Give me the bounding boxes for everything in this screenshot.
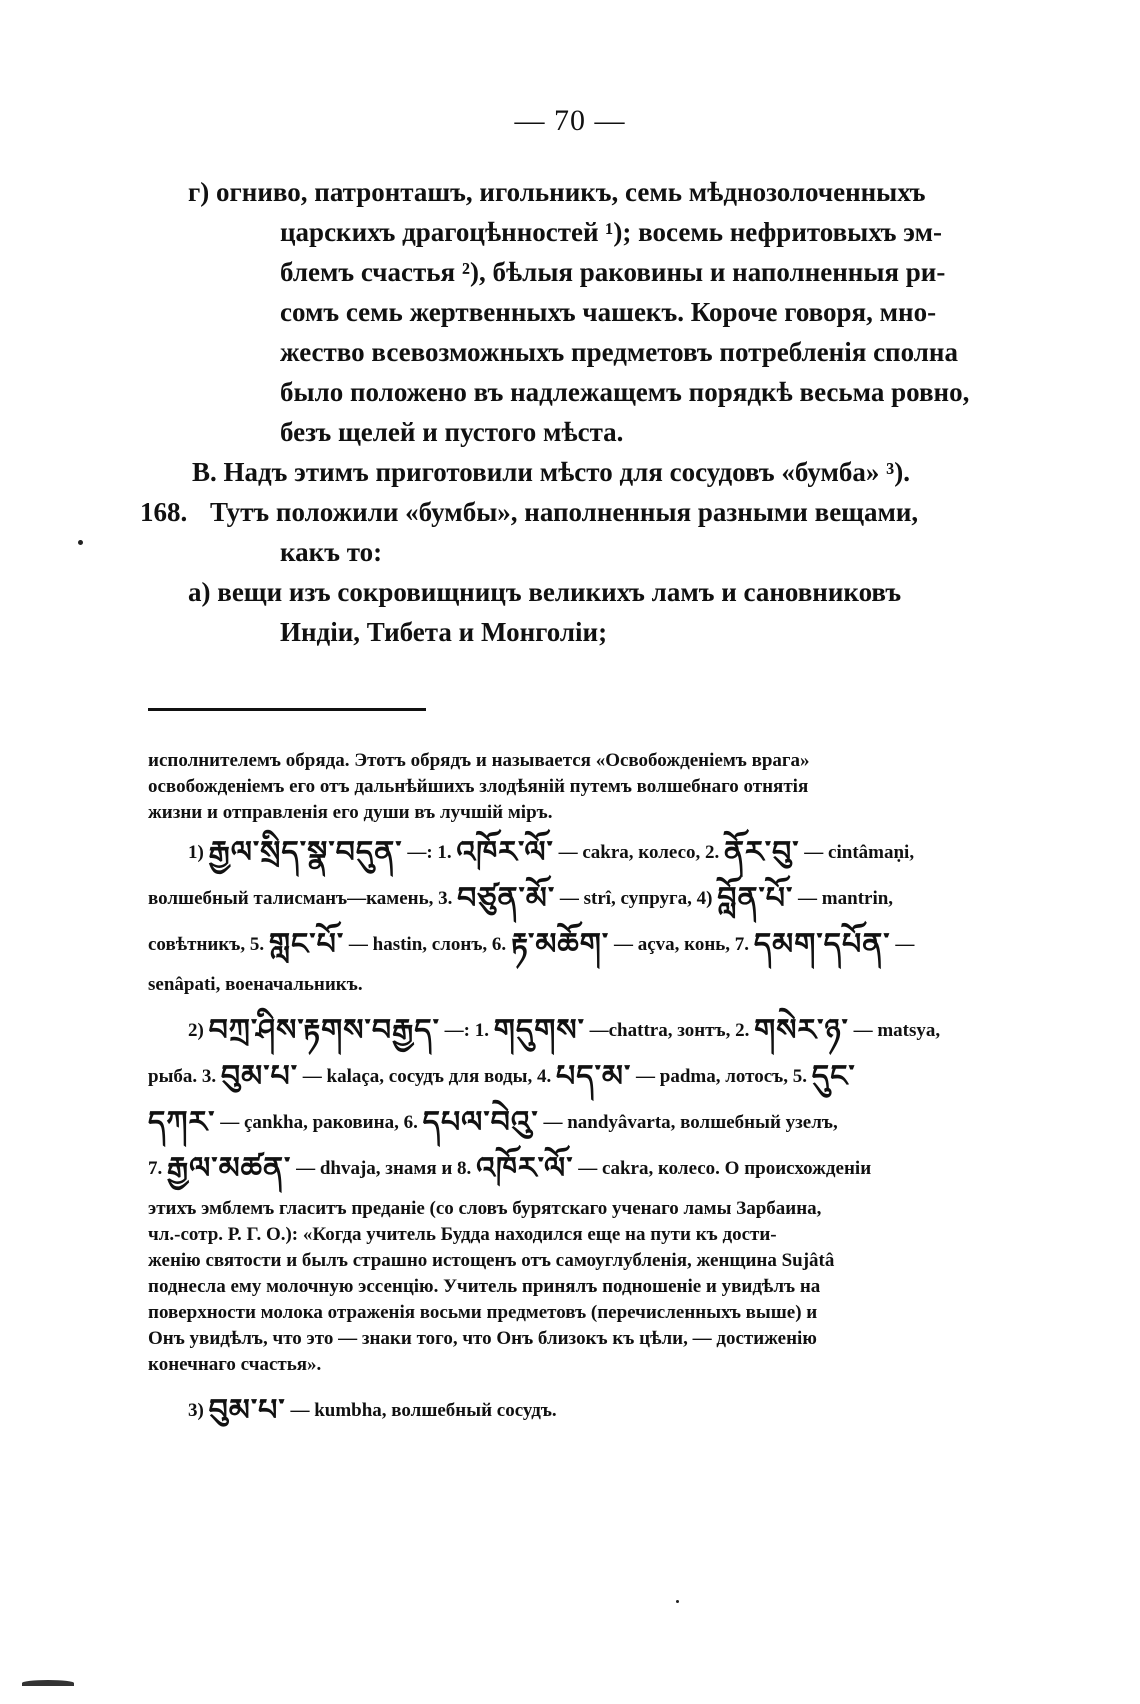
footnote-2: [148, 1013, 990, 1048]
footnote-line: освобожденіемъ его отъ дальнѣйшихъ злодѣяній путемъ волшебнаго отнятія: [148, 776, 809, 797]
footnote-line: поднесла ему молочную эссенцію. Учитель принялъ подношеніе и увидѣлъ на: [148, 1276, 821, 1297]
footnote-line: конечнаго счастья».: [148, 1354, 322, 1375]
footnote-line: чл.-сотр. Р. Г. О.): «Когда учитель Будда находился еще на пути къ дости-: [148, 1224, 777, 1245]
tibetan-term: རྒྱལ་སྲིད་སྣ་བདུན་: [208, 835, 403, 870]
footnote-text: волшебный талисманъ—камень, 3.: [148, 888, 453, 909]
page-number: — 70 —: [514, 104, 626, 137]
footnote-text: — cintâmaṇi,: [804, 842, 915, 863]
footnote-marker: 3): [188, 1400, 204, 1421]
tibetan-term: བཙུན་མོ་: [457, 881, 556, 916]
tibetan-term: བུམ་པ་: [220, 1059, 299, 1094]
tibetan-term: དུང་: [811, 1059, 856, 1094]
footnote-separator: [148, 708, 426, 711]
list-item: а) вещи изъ сокровищницъ великихъ ламъ и сановниковъ: [188, 577, 902, 607]
footnote-text: — mantrin,: [798, 888, 894, 909]
body-line: г) огниво, патронташъ, игольникъ, семь мѣднозолоченныхъ: [188, 177, 926, 207]
footnote-text: —chattra, зонтъ, 2.: [589, 1020, 750, 1041]
body-line: было положено въ надлежащемъ порядкѣ весьма ровно,: [280, 377, 970, 407]
footnote-text: —: 1.: [444, 1020, 489, 1041]
tibetan-term: གདུགས་: [493, 1013, 585, 1048]
tibetan-term: གསེར་ཉ་: [754, 1013, 849, 1048]
body-line: сомъ семь жертвенныхъ чашекъ. Короче говоря, мно-: [280, 297, 937, 327]
footnote-line: жизни и отправленія его души въ лучшій міръ.: [148, 802, 553, 823]
footnote-line: [148, 1151, 990, 1186]
tibetan-term: གླང་པོ་: [268, 927, 345, 962]
footnote-line: [148, 1059, 990, 1094]
footnote-3: [148, 1393, 990, 1428]
footnote-text: — cakra, колесо. О происхожденіи: [578, 1158, 872, 1179]
footnote-marker: 2): [188, 1020, 204, 1041]
footnote-line: [148, 927, 990, 962]
body-line: Индіи, Тибета и Монголіи;: [280, 617, 608, 647]
scan-speck: [676, 1600, 679, 1603]
footnote-text: — çankha, раковина, 6.: [220, 1112, 418, 1133]
footnote-text: рыба. 3.: [148, 1066, 217, 1087]
body-line: блемъ счастья ²), бѣлыя раковины и наполненныя ри-: [280, 257, 946, 287]
footnote-text: —: 1.: [407, 842, 452, 863]
footnote-text: — hastin, слонъ, 6.: [348, 934, 507, 955]
footnote-line: Онъ увидѣлъ, что это — знаки того, что Онъ близокъ къ цѣли, — достиженію: [148, 1328, 817, 1349]
tibetan-term: འཁོར་ལོ་: [476, 1151, 574, 1186]
footnote-line: исполнителемъ обряда. Этотъ обрядъ и называется «Освобожденіемъ врага»: [148, 750, 810, 771]
footnote-text: — dhvaja, знамя и 8.: [296, 1158, 472, 1179]
footnote-line: [148, 1105, 990, 1140]
body-line: Тутъ положили «бумбы», наполненныя разными вещами,: [210, 497, 919, 527]
tibetan-term: དཀར་: [148, 1105, 216, 1140]
footnote-text: — açva, конь, 7.: [613, 934, 750, 955]
footnote-line: [148, 881, 990, 916]
footnote-marker: 1): [188, 842, 204, 863]
footnote-line: senâpati, военачальникъ.: [148, 974, 363, 995]
footnote-text: совѣтникъ, 5.: [148, 934, 265, 955]
tibetan-term: བུམ་པ་: [208, 1393, 286, 1428]
footnote-text: —: [895, 934, 915, 955]
body-line: безъ щелей и пустого мѣста.: [280, 417, 624, 447]
tibetan-term: རྟ་མཆོག་: [510, 927, 610, 962]
tibetan-term: རྒྱལ་མཚན་: [167, 1151, 292, 1186]
numbered-paragraph: [140, 492, 990, 532]
body-line: жество всевозможныхъ предметовъ потребленія сполна: [280, 337, 958, 367]
footnote-text: — kalaça, сосудъ для воды, 4.: [302, 1066, 552, 1087]
scan-speck: [78, 540, 83, 545]
body-line: царскихъ драгоцѣнностей ¹); восемь нефритовыхъ эм-: [280, 217, 943, 247]
footnote-text: — cakra, колесо, 2.: [558, 842, 720, 863]
tibetan-term: དམག་དཔོན་: [753, 927, 891, 962]
footnote-text: — kumbha, волшебный сосудъ.: [290, 1400, 557, 1421]
footnote-text: — strî, супруга, 4): [559, 888, 713, 909]
tibetan-term: དཔལ་བེའུ་: [422, 1105, 539, 1140]
body-line: какъ то:: [280, 537, 383, 567]
footnote-text: — padma, лотосъ, 5.: [636, 1066, 807, 1087]
tibetan-term: བཀྲ་ཤིས་རྟགས་བརྒྱད་: [208, 1013, 440, 1048]
scan-smudge: [22, 1680, 74, 1686]
footnote-1: [148, 835, 990, 870]
paragraph-number: 168.: [140, 497, 188, 527]
footnote-line: женію святости и былъ страшно истощенъ отъ самоуглубленія, женщина Sujâtâ: [148, 1250, 835, 1271]
section-heading: В. Надъ этимъ приготовили мѣсто для сосудовъ «бумба» ³).: [192, 457, 911, 487]
footnote-text: — matsya,: [853, 1020, 941, 1041]
main-text: [140, 172, 990, 652]
tibetan-term: ནོར་བུ་: [724, 835, 800, 870]
tibetan-term: འཁོར་ལོ་: [456, 835, 554, 870]
footnote-text: — nandyâvarta, волшебный узелъ,: [543, 1112, 838, 1133]
footnote-line: этихъ эмблемъ гласитъ преданіе (со словъ бурятскаго ученаго ламы Зарбаина,: [148, 1198, 822, 1219]
tibetan-term: བློན་པོ་: [717, 881, 794, 916]
footnotes: [148, 748, 990, 1428]
tibetan-term: པད་མ་: [556, 1059, 632, 1094]
footnote-text: 7.: [148, 1158, 163, 1179]
footnote-line: поверхности молока отраженія восьми предметовъ (перечисленныхъ выше) и: [148, 1302, 818, 1323]
